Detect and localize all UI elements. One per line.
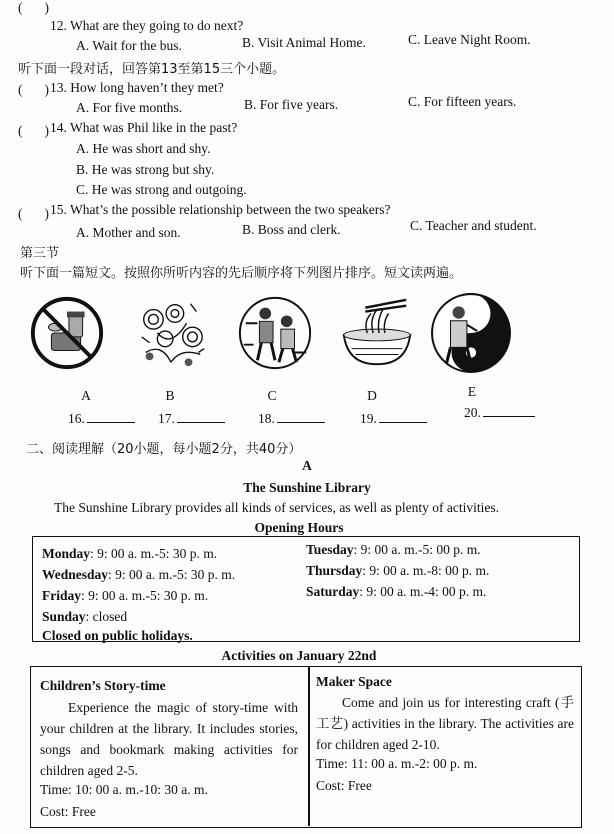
answer-paren-13[interactable]: ( ) [18,82,49,97]
picture-letter-d: D [367,388,377,403]
hours-thursday: Thursday: 9: 00 a. m.-8: 00 p. m. [306,563,490,578]
passage-label: A [302,458,312,473]
hours-saturday: Saturday: 9: 00 a. m.-4: 00 p. m. [306,584,487,599]
hours-friday: Friday: 9: 00 a. m.-5: 30 p. m. [42,588,209,603]
question-15: 15. What’s the possible relationship between the two speakers? [50,202,391,217]
hours-sunday: Sunday: closed [42,609,128,624]
opening-hours-title: Opening Hours [254,520,344,535]
q13-option-b[interactable]: B. For five years. [244,97,339,112]
activities-title: Activities on January 22nd [221,648,377,663]
answer-blank-19[interactable]: 19. [360,410,427,427]
q13-option-a[interactable]: A. For five months. [76,100,183,115]
picture-letter-c: C [267,388,277,403]
question-13: 13. How long haven’t they met? [50,80,224,95]
maker-space-cost: Cost: Free [316,778,372,793]
q12-option-c[interactable]: C. Leave Night Room. [408,32,531,47]
answer-blank-18[interactable]: 18. [258,410,325,427]
storytime-body: Experience the magic of story-time with your children at the library. It includes stories, songs and bookmark making activities for children aged 2-5. [40,700,298,778]
taichi-icon [430,292,512,374]
picture-letter-a: A [81,388,91,403]
storytime-title: Children’s Story-time [40,678,166,693]
answer-blank-16[interactable]: 16. [68,410,135,427]
answer-blank-17[interactable]: 17. [158,410,225,427]
q12-option-b[interactable]: B. Visit Animal Home. [242,35,366,50]
storytime-cost: Cost: Free [40,804,96,819]
no-medicine-icon [28,292,106,374]
storytime-time: Time: 10: 00 a. m.-10: 30 a. m. [40,782,208,797]
q12-option-a[interactable]: A. Wait for the bus. [76,38,182,53]
library-title: The Sunshine Library [243,480,371,495]
picture-letter-e: E [467,384,477,399]
q13-option-c[interactable]: C. For fifteen years. [408,94,517,109]
answer-paren-15[interactable]: ( ) [18,206,49,221]
answer-paren-14[interactable]: ( ) [18,123,49,138]
library-intro: The Sunshine Library provides all kinds of services, as well as plenty of activities. [54,500,500,515]
hours-wednesday: Wednesday: 9: 00 a. m.-5: 30 p. m. [42,567,236,582]
people-helping-icon [236,292,314,374]
q15-option-c[interactable]: C. Teacher and student. [410,218,537,233]
q14-option-a[interactable]: A. He was short and shy. [76,141,211,156]
section-3-title: 第三节 [20,246,60,261]
q15-option-a[interactable]: A. Mother and son. [76,225,181,240]
question-12: 12. What are they going to do next? [50,18,244,33]
hours-tuesday: Tuesday: 9: 00 a. m.-5: 00 p. m. [306,542,481,557]
activities-divider [308,666,310,826]
answer-blank-20[interactable]: 20. [464,404,535,421]
q15-option-b[interactable]: B. Boss and clerk. [242,222,341,237]
section-3-instruction: 听下面一篇短文。按照你所听内容的先后顺序将下列图片排序。短文读两遍。 [20,266,463,281]
q14-option-b[interactable]: B. He was strong but shy. [76,162,215,177]
hours-holidays: Closed on public holidays. [42,628,193,643]
picture-letter-b: B [165,388,175,403]
question-14: 14. What was Phil like in the past? [50,120,238,135]
flowers-icon [132,292,210,374]
maker-space-time: Time: 11: 00 a. m.-2: 00 p. m. [316,756,478,771]
instruction-13-15: 听下面一段对话，回答第13至第15三个小题。 [18,62,286,77]
hours-monday: Monday: 9: 00 a. m.-5: 30 p. m. [42,546,218,561]
q14-option-c[interactable]: C. He was strong and outgoing. [76,182,247,197]
answer-paren-12[interactable]: ( ) [18,0,49,15]
maker-space-title: Maker Space [316,674,392,689]
noodle-bowl-icon [338,292,416,374]
maker-space-body: Come and join us for interesting craft (手工艺) activities in the library. The activities are for children aged 2-10. [316,695,574,752]
part-2-title: 二、阅读理解（20小题，每小题2分，共40分） [26,442,302,457]
